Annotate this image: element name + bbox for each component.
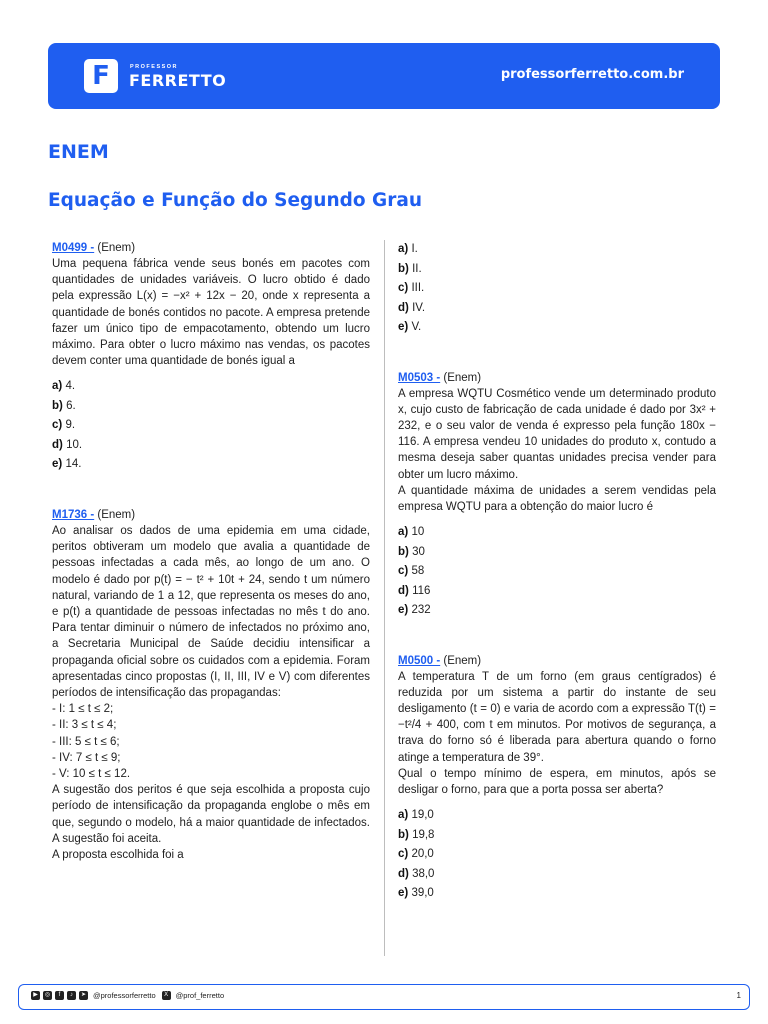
option-letter: a) (52, 380, 63, 393)
option-text: 14. (65, 458, 82, 471)
youtube-icon[interactable]: ▶ (31, 991, 40, 1000)
option-letter: c) (398, 282, 409, 294)
ferretto-logo-icon[interactable] (84, 59, 118, 93)
question-text: A empresa WQTU Cosmético vende um determinado produto x, cujo custo de fabricação de cada unidade é dado por 3x² + 232, e o seu valor de venda é expresso pela função 180x − 116. A empresa vendeu 10 unidades do produto x, contudo a mesma deseja saber quantas unidades precisa vender para obter um lucro máximo. (398, 387, 716, 481)
option-c[interactable] (398, 845, 716, 865)
option-text: V. (411, 321, 422, 333)
question-header (52, 507, 370, 523)
option-text: III. (411, 282, 425, 294)
option-letter: d) (398, 301, 409, 314)
option-b[interactable] (398, 826, 716, 846)
question-text: Ao analisar os dados de uma epidemia em uma cidade, peritos obtiveram um modelo que avalia a quantidade de pessoas infectadas a cada mês, ao longo de um ano. O modelo é dado por p(t) = − t² + 10t + 24, sendo t um número natural, variando de 1 a 12, que representa os meses do ano, e p(t) a quantidade de pessoas infectadas no mês t do ano. Para tentar diminuir o número de infectados no próximo ano, a Secretaria Municipal de Saúde decidiu intensificar a propaganda oficial sobre os cuidados com a epidemia. Foram apresentadas cinco propostas (I, II, III, IV e V) com diferentes períodos de intensificação das propagandas: (52, 524, 370, 699)
topic-title: Equação e Função do Segundo Grau (48, 190, 422, 211)
question-header (398, 370, 716, 386)
option-text: IV. (412, 301, 426, 314)
option-c[interactable] (398, 279, 716, 299)
question-source: (Enem) (443, 371, 482, 384)
question-text-continued: A sugestão dos peritos é que seja escolhida a proposta cujo período de intensificação da propaganda englobe o mês em que, segundo o modelo, há a maior quantidade de infectados. A sugestão foi aceita. (52, 784, 370, 845)
question-header (398, 653, 716, 669)
period-item: - II: 3 ≤ t ≤ 4; (52, 719, 117, 732)
option-text: 20,0 (411, 848, 434, 861)
option-letter: c) (52, 419, 63, 432)
option-c[interactable] (52, 416, 370, 436)
social-handle-2[interactable]: @prof_ferretto (175, 991, 225, 1000)
logo-letter: F (92, 61, 110, 91)
option-a[interactable] (398, 523, 716, 543)
social-links (31, 991, 227, 1000)
option-e[interactable] (398, 601, 716, 621)
option-d[interactable] (398, 582, 716, 602)
question-prompt: A proposta escolhida foi a (52, 848, 184, 861)
option-text: II. (412, 262, 422, 275)
footer-bar (18, 984, 750, 1010)
option-text: 4. (65, 380, 76, 393)
x-icon[interactable]: X (162, 991, 171, 1000)
option-letter: b) (398, 828, 409, 841)
logo-small-text: PROFESSOR (130, 64, 179, 70)
option-text: 116 (412, 584, 431, 597)
question-prompt: A quantidade máxima de unidades a serem vendidas pela empresa WQTU para a obtenção do maior lucro é (398, 484, 716, 513)
option-letter: b) (398, 545, 409, 558)
option-b[interactable] (398, 260, 716, 280)
option-b[interactable] (52, 397, 370, 417)
question-source: (Enem) (97, 242, 136, 254)
option-letter: c) (398, 848, 409, 861)
option-letter: a) (398, 526, 409, 539)
option-a[interactable] (398, 806, 716, 826)
question-m0500 (398, 653, 716, 904)
option-letter: c) (398, 565, 409, 578)
option-text: 9. (65, 419, 76, 432)
option-text: 30 (412, 545, 425, 558)
option-letter: e) (398, 321, 409, 333)
question-m0503 (398, 370, 716, 621)
options-list-m1736 (398, 240, 716, 338)
telegram-icon[interactable]: ➤ (80, 992, 87, 998)
option-text: 39,0 (411, 887, 434, 900)
question-code[interactable]: M1736 - (52, 508, 95, 521)
option-letter: d) (52, 438, 63, 451)
option-text: 232 (411, 604, 431, 617)
option-text: 19,0 (411, 809, 434, 822)
option-a[interactable] (398, 240, 716, 260)
option-text: 58 (411, 565, 425, 578)
option-letter: b) (398, 262, 409, 275)
option-letter: d) (398, 867, 409, 880)
option-letter: a) (398, 243, 409, 255)
exam-title: ENEM (48, 141, 109, 163)
logo-name: FERRETTO (129, 71, 227, 90)
question-text: Uma pequena fábrica vende seus bonés em pacotes com quantidades de unidades variáveis. O lucro obtido é dado pela expressão L(x) = −x² + 12x − 20, onde x representa a quantidade de bonés contidos no pacote. A empresa pretende fazer um único tipo de empacotamento, obtendo um lucro máximo. Para obter o lucro máximo nas vendas, os pacotes devem conter uma quantidade de bonés igual a (52, 258, 370, 368)
option-letter: b) (52, 399, 63, 412)
question-code[interactable]: M0499 - (52, 242, 95, 254)
question-source: (Enem) (443, 654, 482, 667)
question-code[interactable]: M0500 - (398, 654, 441, 667)
option-d[interactable] (398, 865, 716, 885)
option-c[interactable] (398, 562, 716, 582)
option-e[interactable] (398, 318, 716, 338)
instagram-icon[interactable]: ◎ (44, 992, 51, 998)
option-text: 38,0 (412, 867, 435, 880)
option-e[interactable] (52, 455, 370, 475)
question-prompt: Qual o tempo mínimo de espera, em minutos, após se desligar o forno, para que a porta possa ser aberta? (398, 767, 716, 797)
option-letter: e) (52, 458, 63, 471)
option-d[interactable] (398, 299, 716, 319)
option-b[interactable] (398, 543, 716, 563)
option-d[interactable] (52, 436, 370, 456)
option-text: 10 (411, 526, 425, 539)
period-item: - V: 10 ≤ t ≤ 12. (52, 767, 131, 780)
option-letter: a) (398, 809, 409, 822)
social-handle-1[interactable]: @professorferretto (93, 991, 156, 1000)
options-list (52, 377, 370, 475)
period-item: - III: 5 ≤ t ≤ 6; (52, 735, 120, 748)
left-column (52, 240, 370, 863)
site-url-link[interactable]: professorferretto.com.br (500, 67, 684, 82)
option-text: I. (411, 243, 418, 255)
column-divider (384, 240, 385, 956)
right-column (398, 240, 716, 904)
option-a[interactable] (52, 377, 370, 397)
period-item: - IV: 7 ≤ t ≤ 9; (52, 751, 121, 764)
facebook-icon[interactable]: f (55, 991, 64, 1000)
question-code[interactable]: M0503 - (398, 371, 441, 384)
period-item: - I: 1 ≤ t ≤ 2; (52, 703, 114, 716)
option-letter: e) (398, 887, 409, 900)
option-letter: d) (398, 584, 409, 597)
page-number: 1 (736, 991, 741, 1000)
options-list (398, 523, 716, 621)
question-header (52, 240, 370, 256)
option-text: 6. (66, 399, 76, 412)
tiktok-icon[interactable]: ♪ (67, 991, 76, 1000)
question-m1736 (52, 507, 370, 863)
option-letter: e) (398, 604, 409, 617)
header-banner (48, 43, 720, 109)
option-text: 10. (66, 438, 83, 451)
question-m0499 (52, 240, 370, 475)
option-text: 19,8 (412, 828, 435, 841)
option-e[interactable] (398, 884, 716, 904)
question-source: (Enem) (97, 508, 136, 521)
question-text: A temperatura T de um forno (em graus centígrados) é reduzida por um sistema a partir do instante de seu desligamento (t = 0) e varia de acordo com a expressão T(t) = −t²/4 + 400, com t em minutos. Por motivos de segurança, a trava do forno só é liberada para abertura quando o forno atinge a temperatura de 39°. (398, 670, 716, 764)
options-list (398, 806, 716, 904)
